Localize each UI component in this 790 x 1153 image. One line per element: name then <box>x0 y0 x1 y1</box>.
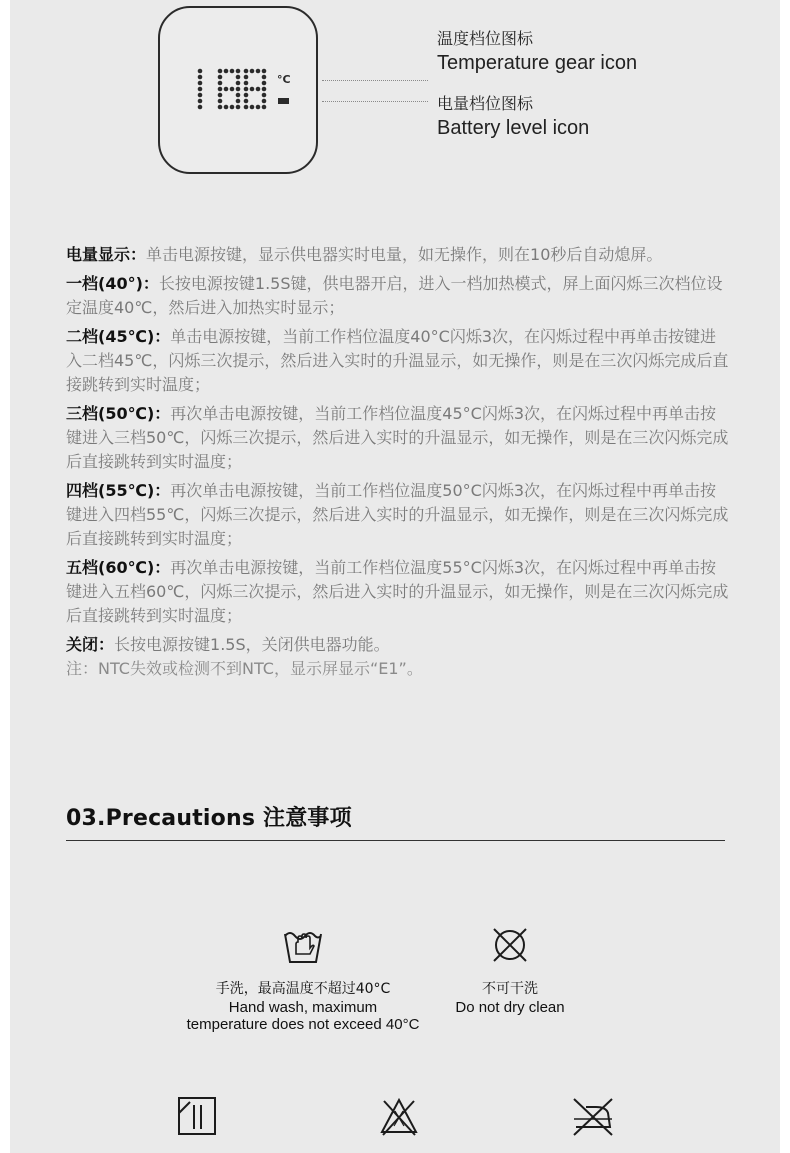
led-dot <box>230 69 235 74</box>
leader-line-battery <box>322 101 428 102</box>
led-dot <box>224 69 229 74</box>
no-iron-icon <box>570 1095 616 1137</box>
led-dot <box>262 99 267 104</box>
led-dot <box>256 105 261 110</box>
led-dot <box>244 105 249 110</box>
instruction-gear-3: 三档(50℃)：再次单击电源按键，当前工作档位温度45°C闪烁3次，在闪烁过程中再单击按键进入三档50℃，闪烁三次提示，然后进入实时的升温显示，如无操作，则是在三次闪烁完成后直接跳转到实时温度； <box>66 404 729 471</box>
care-en-label: Do not dry clean <box>455 999 565 1016</box>
led-dot <box>218 105 223 110</box>
led-dot <box>198 69 203 74</box>
led-dot <box>256 69 261 74</box>
temperature-unit-label: °C <box>277 73 291 86</box>
led-dot <box>218 93 223 98</box>
led-dot <box>224 105 229 110</box>
callout-temperature <box>437 28 637 76</box>
section-divider <box>66 840 725 841</box>
led-dot <box>262 69 267 74</box>
led-dot <box>230 105 235 110</box>
no-dry-clean-icon <box>489 924 531 966</box>
led-dot <box>262 81 267 86</box>
care-en-label: Hand wash, maximum <box>228 999 378 1016</box>
led-dot <box>262 105 267 110</box>
led-dot <box>244 81 249 86</box>
leader-line-temperature <box>322 80 428 81</box>
instruction-gear-4: 四档(55℃)：再次单击电源按键，当前工作档位温度50°C闪烁3次，在闪烁过程中再单击按键进入四档55℃，闪烁三次提示，然后进入实时的升温显示，如无操作，则是在三次闪烁完成后直接跳转到实时温度； <box>66 481 729 548</box>
care-no-dry-clean <box>440 924 580 1016</box>
led-dot <box>198 105 203 110</box>
led-dot <box>218 81 223 86</box>
led-dot <box>244 93 249 98</box>
led-dot <box>198 81 203 86</box>
callout-cn: 温度档位图标 <box>437 29 534 48</box>
led-dot <box>198 93 203 98</box>
led-dot <box>244 87 249 92</box>
callout-en: Battery level icon <box>437 117 590 139</box>
led-dot <box>236 93 241 98</box>
led-dot <box>236 81 241 86</box>
care-cn-label: 不可干洗 <box>482 981 538 997</box>
led-dot <box>236 69 241 74</box>
battery-level-icon <box>278 98 289 104</box>
led-dot <box>262 75 267 80</box>
led-dot <box>198 87 203 92</box>
care-hand-wash <box>172 924 434 1033</box>
led-dot <box>224 87 229 92</box>
led-dot <box>236 105 241 110</box>
led-dot <box>250 105 255 110</box>
led-display <box>192 68 272 112</box>
led-dot <box>250 87 255 92</box>
care-cn-label: 手洗，最高温度不超过40°C <box>215 981 391 997</box>
led-dot <box>236 87 241 92</box>
led-dot <box>218 87 223 92</box>
led-dot <box>262 93 267 98</box>
instruction-battery-display: 电量显示：单击电源按键，显示供电器实时电量，如无操作，则在10秒后自动熄屏。 <box>66 245 663 264</box>
led-dot <box>218 75 223 80</box>
instruction-gear-1: 一档(40°)：长按电源按键1.5S键，供电器开启，进入一档加热模式，屏上面闪烁三次档位设定温度40℃，然后进入加热实时显示； <box>66 274 723 317</box>
led-dot <box>262 87 267 92</box>
led-dot <box>198 99 203 104</box>
instruction-gear-2: 二档(45℃)：单击电源按键，当前工作档位温度40°C闪烁3次，在闪烁过程中再单击按键进入二档45℃，闪烁三次提示，然后进入实时的升温显示，如无操作，则是在三次闪烁完成后直接跳转到实时温度； <box>66 327 729 394</box>
line-dry-icon <box>176 1095 218 1137</box>
led-dot <box>250 69 255 74</box>
callout-cn: 电量档位图标 <box>437 94 534 113</box>
hand-wash-icon <box>282 924 324 966</box>
led-dot <box>198 75 203 80</box>
led-dot <box>244 75 249 80</box>
led-dot <box>256 87 261 92</box>
instruction-power-off: 关闭：长按电源按键1.5S，关闭供电器功能。 <box>66 635 390 654</box>
instruction-gear-5: 五档(60℃)：再次单击电源按键，当前工作档位温度55°C闪烁3次，在闪烁过程中再单击按键进入五档60℃，闪烁三次提示，然后进入实时的升温显示，如无操作，则是在三次闪烁完成后直接跳转到实时温度； <box>66 558 729 625</box>
led-dot <box>244 69 249 74</box>
no-bleach-icon <box>378 1095 420 1137</box>
section-title: 03.Precautions 注意事项 <box>66 806 352 831</box>
led-dot <box>236 99 241 104</box>
care-en-label: temperature does not exceed 40°C <box>186 1016 420 1033</box>
callout-en: Temperature gear icon <box>437 52 638 74</box>
led-dot <box>218 99 223 104</box>
note: 注：NTC失效或检测不到NTC，显示屏显示“E1”。 <box>66 659 423 678</box>
callout-battery <box>437 93 589 141</box>
led-dot <box>244 99 249 104</box>
instructions <box>66 243 731 681</box>
led-dot <box>236 75 241 80</box>
led-dot <box>218 69 223 74</box>
led-dot <box>230 87 235 92</box>
